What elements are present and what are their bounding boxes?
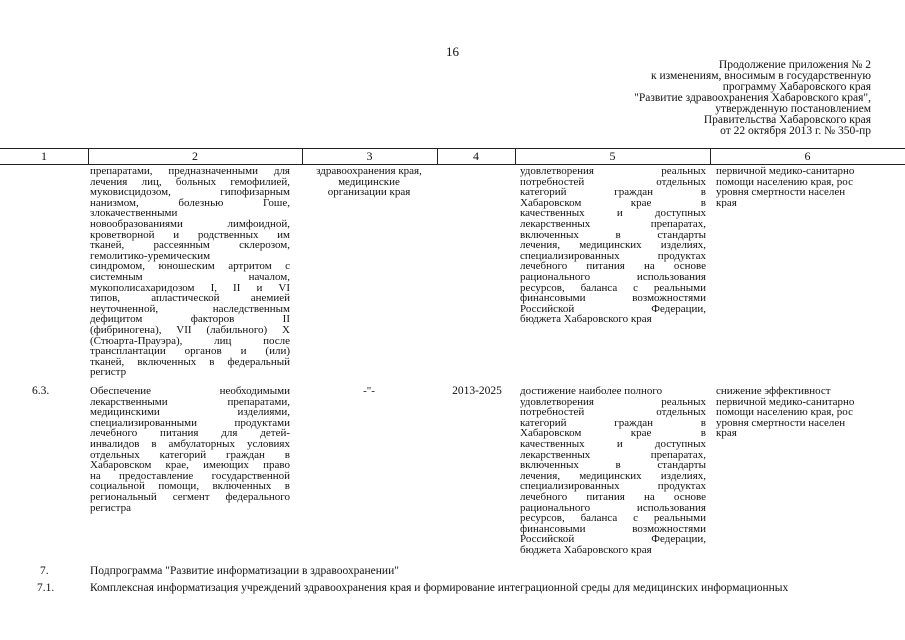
header-line: утвержденную постановлением xyxy=(715,103,871,115)
row-number-6-3: 6.3. xyxy=(32,385,50,397)
column-number-4: 4 xyxy=(473,149,479,163)
cont-row-executor: здравоохранения края, медицинские организации края xyxy=(316,165,422,199)
row-6-3-expected-result: достижение наиболее полного удовлетворения реальных потребностей отдельных категорий граждан в Хабаровском крае в качественных и доступных лекарственных препаратах, включенных в стандарты лечения, медицинских изделиях, специализированных продуктах лечебного питания на основе рационального использования ресурсов, баланса с реальными финансовыми возможностями Российской Федерации, бюджета Хабаровского края xyxy=(520,385,706,556)
cont-row-expected-result: удовлетворения реальных потребностей отдельных категорий граждан в Хабаровском крае в качественных и доступных лекарственных препаратах, включенных в стандарты лечения, медицинских изделиях, специализированных продуктах лечебного питания на основе рационального использования ресурсов, баланса с реальными финансовыми возможностями Российской Федерации, бюджета Хабаровского края xyxy=(520,165,706,326)
cont-row-description: препаратами, предназначенными для лечения лиц, больных гемофилией, муковисцидозом, гипофизарным нанизмом, болезнью Гоше, злокачественными новообразованиями лимфоидной, кроветворной и родственных им тканей, рассеянным склерозом, гемолитико-уремическим синдромом, юношеским артритом с системным началом, мукополисахаридозом I, II и VI типов, апластической анемией неуточненной, наследственным дефицитом факторов II (фибриногена), VII (лабильного) X (Стюарта-Прауэра), лиц после трансплантации органов и (или) тканей, включенных в федеральный регистр xyxy=(90,165,290,379)
subprogram-title: Подпрограмма "Развитие информатизации в здравоохранении" xyxy=(90,565,399,577)
appendix-header xyxy=(634,60,871,137)
cont-row-consequences: первичной медико-санитарно помощи населению края, рос уровня смертности населен края xyxy=(716,166,855,209)
page-number: 16 xyxy=(446,44,459,59)
column-number-2: 2 xyxy=(192,149,198,163)
row-6-3-description: Обеспечение необходимыми лекарственными препаратами, медицинскими изделиями, специализированными продуктами лечебного питания для детей- инвалидов в амбулаторных условиях отдельных категорий граждан в Хабаровском крае, имеющих право на предоставление государственной социальной помощи, включенных в региональный сегмент федерального регистра xyxy=(90,385,290,514)
header-line: Продолжение приложения № 2 xyxy=(718,59,871,71)
row-6-3-consequences: снижение эффективност первичной медико-санитарно помощи населению края, рос уровня смертности населен края xyxy=(716,386,855,439)
header-line: к изменениям, вносимым в государственную xyxy=(651,70,871,82)
header-line: "Развитие здравоохранения Хабаровского края", xyxy=(634,92,871,104)
row-7-1-description: Комплексная информатизация учреждений здравоохранения края и формирование интеграционной среды для медицинских информационных xyxy=(90,582,789,594)
column-number-3: 3 xyxy=(366,149,373,163)
row-6-3-period: 2013-2025 xyxy=(452,385,502,397)
header-line: программу Хабаровского края xyxy=(722,81,871,93)
header-line: Правительства Хабаровского края xyxy=(703,114,871,126)
row-number-7-1: 7.1. xyxy=(37,582,55,594)
column-number-1: 1 xyxy=(41,149,47,163)
row-number-7: 7. xyxy=(40,565,49,577)
column-number-6: 6 xyxy=(804,149,811,163)
header-line: от 22 октября 2013 г. № 350-пр xyxy=(720,125,871,137)
column-number-5: 5 xyxy=(609,149,616,163)
row-6-3-executor: -"- xyxy=(363,385,375,397)
